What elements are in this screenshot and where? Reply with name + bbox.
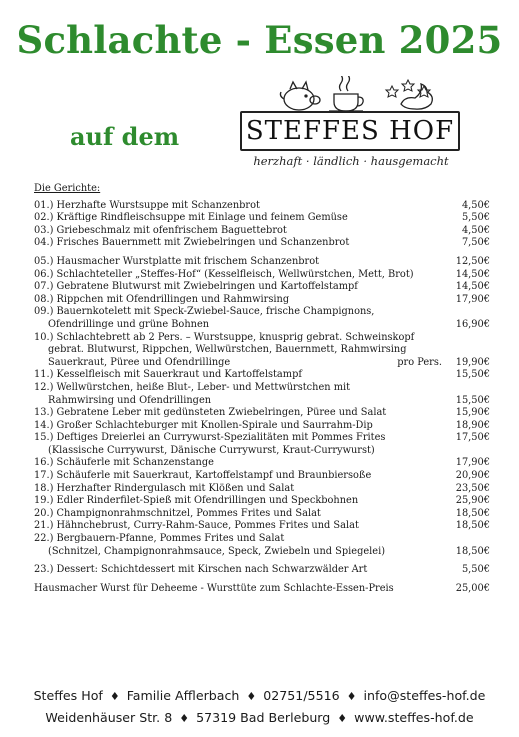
menu-item-text: 12.) Wellwürstchen, heiße Blut-, Leber- und Mettwürstchen mit [34, 381, 351, 393]
menu-item-text: 07.) Gebratene Blutwurst mit Zwiebelringen und Kartoffelstampf [34, 281, 358, 293]
menu-item-price: 12,50€ [455, 255, 490, 267]
menu-item-price: 17,50€ [455, 432, 490, 444]
menu-item-row [34, 533, 490, 546]
menu-item-text: 23.) Dessert: Schichtdessert mit Kirschen nach Schwarzwälder Art [34, 564, 368, 576]
menu-item-text: 08.) Rippchen mit Ofendrillingen und Rahmwirsing [34, 293, 290, 305]
logo-wordmark: STEFFES HOF [240, 111, 460, 151]
menu-item-row [34, 457, 490, 470]
menu-item-row [34, 583, 490, 596]
menu-item-price: 18,50€ [455, 545, 490, 557]
diamond-separator-icon: ♦ [246, 690, 257, 703]
menu-item-text: Rahmwirsing und Ofendrillingen [48, 394, 212, 406]
menu-item-text: 04.) Frisches Bauernmett mit Zwiebelringen und Schanzenbrot [34, 237, 350, 249]
menu-item-row [34, 281, 490, 294]
menu-item-price: 19,90€ [455, 356, 490, 368]
menu-item-price: 16,90€ [455, 318, 490, 330]
menu-item-row [34, 237, 490, 250]
menu-item-price: 23,50€ [455, 482, 490, 494]
footer-text: info@steffes-hof.de [363, 688, 486, 703]
menu-item-price: 15,90€ [455, 407, 490, 419]
menu-item-row [34, 306, 490, 319]
menu-item-price: 5,50€ [461, 564, 490, 576]
menu-item-text: 13.) Gebratene Leber mit gedünsteten Zwiebelringen, Püree und Salat [34, 407, 387, 419]
footer-text: Weidenhäuser Str. 8 [45, 710, 173, 725]
menu-item-text: 17.) Schäuferle mit Sauerkraut, Kartoffelstampf und Braunbiersoße [34, 470, 372, 482]
menu-item-row [34, 407, 490, 420]
menu-item-row [34, 225, 490, 238]
menu-item-row [34, 483, 490, 496]
menu-item-text: Ofendrillinge und grüne Bohnen [48, 318, 210, 330]
menu-item-price: 18,50€ [455, 507, 490, 519]
footer-text: 02751/5516 [263, 688, 340, 703]
menu-item-text: Sauerkraut, Püree und Ofendrillinge [48, 356, 231, 368]
menu-item-text: gebrat. Blutwurst, Rippchen, Wellwürstchen, Bauernmett, Rahmwirsing [48, 344, 407, 356]
menu-item-row [34, 256, 490, 269]
menu-item-text: Hausmacher Wurst für Deheeme - Wursttüte zum Schlachte-Essen-Preis [34, 582, 394, 594]
diamond-separator-icon: ♦ [337, 712, 348, 725]
logo-illustration-icon [236, 76, 466, 116]
menu-item-price: 18,50€ [455, 520, 490, 532]
menu-item-row [34, 357, 490, 370]
menu-item-row [34, 369, 490, 382]
menu-item-price: 20,90€ [455, 470, 490, 482]
menu-item-text: 16.) Schäuferle mit Schanzenstange [34, 457, 214, 469]
menu-item-price: 25,90€ [455, 495, 490, 507]
menu-item-row [34, 332, 490, 345]
steffes-hof-logo [236, 76, 466, 172]
diamond-separator-icon: ♦ [346, 690, 357, 703]
menu-item-price: 14,50€ [455, 281, 490, 293]
footer-text: 57319 Bad Berleburg [196, 710, 331, 725]
menu-item-text: (Klassische Currywurst, Dänische Currywurst, Kraut-Currywurst) [48, 444, 375, 456]
menu-item-text: 10.) Schlachtebrett ab 2 Pers. – Wurstsuppe, knusprig gebrat. Schweinskopf [34, 331, 415, 343]
menu-item-price: 17,90€ [455, 457, 490, 469]
footer-address-line [0, 710, 519, 725]
menu-item-row [34, 319, 490, 332]
menu-item-text: 21.) Hähnchebrust, Curry-Rahm-Sauce, Pommes Frites und Salat [34, 520, 359, 532]
menu-item-price: 4,50€ [461, 224, 490, 236]
menu-item-row [34, 432, 490, 445]
menu-item-row [34, 382, 490, 395]
menu-item-price: 14,50€ [455, 268, 490, 280]
menu-item-row [34, 445, 490, 458]
menu-item-price: 15,50€ [455, 394, 490, 406]
menu-item-text: 05.) Hausmacher Wurstplatte mit frischem Schanzenbrot [34, 255, 320, 267]
menu-item-row [34, 564, 490, 577]
menu-list [34, 183, 490, 595]
page-title: Schlachte - Essen 2025 [16, 18, 503, 62]
menu-item-row [34, 212, 490, 225]
footer-text: Steffes Hof [33, 688, 103, 703]
menu-item-text: (Schnitzel, Champignonrahmsauce, Speck, Zwiebeln und Spiegelei) [48, 545, 386, 557]
menu-item-price: 15,50€ [455, 369, 490, 381]
menu-item-text: 06.) Schlachteteller „Steffes-Hof“ (Kesselfleisch, Wellwürstchen, Mett, Brot) [34, 268, 414, 280]
menu-item-text: 09.) Bauernkotelett mit Speck-Zwiebel-Sauce, frische Champignons, [34, 306, 375, 318]
menu-item-price: 4,50€ [461, 199, 490, 211]
menu-item-price: 17,90€ [455, 293, 490, 305]
menu-item-price: 7,50€ [461, 237, 490, 249]
menu-item-row [34, 294, 490, 307]
menu-item-row [34, 508, 490, 521]
diamond-separator-icon: ♦ [179, 712, 190, 725]
menu-item-row [34, 395, 490, 408]
menu-item-price: 25,00€ [455, 582, 490, 594]
subtitle: auf dem [70, 122, 180, 151]
menu-item-text: 19.) Edler Rinderfilet-Spieß mit Ofendrillingen und Speckbohnen [34, 495, 359, 507]
menu-item-text: 15.) Deftiges Dreierlei an Currywurst-Spezialitäten mit Pommes Frites [34, 432, 386, 444]
menu-item-text: 18.) Herzhafter Rindergulasch mit Klößen und Salat [34, 482, 295, 494]
menu-item-price: 18,90€ [455, 419, 490, 431]
menu-item-row [34, 420, 490, 433]
menu-item-text: 20.) Champignonrahmschnitzel, Pommes Frites und Salat [34, 507, 321, 519]
menu-item-row [34, 344, 490, 357]
logo-tagline: herzhaft · ländlich · hausgemacht [253, 154, 449, 168]
menu-item-row [34, 200, 490, 213]
menu-heading: Die Gerichte: [34, 183, 101, 194]
menu-item-text: 01.) Herzhafte Wurstsuppe mit Schanzenbrot [34, 199, 260, 211]
menu-item-row [34, 495, 490, 508]
menu-item-row [34, 520, 490, 533]
footer-text: www.steffes-hof.de [354, 710, 474, 725]
diamond-separator-icon: ♦ [109, 690, 120, 703]
price-note: pro Pers. [397, 356, 442, 368]
menu-item-price: 5,50€ [461, 212, 490, 224]
menu-item-text: 14.) Großer Schlachteburger mit Knollen-Spirale und Saurrahm-Dip [34, 419, 373, 431]
menu-item-row [34, 470, 490, 483]
menu-item-row [34, 269, 490, 282]
menu-item-row [34, 546, 490, 559]
menu-item-text: 22.) Bergbauern-Pfanne, Pommes Frites und Salat [34, 533, 285, 545]
menu-item-text: 11.) Kesselfleisch mit Sauerkraut und Kartoffelstampf [34, 369, 302, 381]
footer-text: Familie Afflerbach [126, 688, 240, 703]
footer-contact-line [0, 688, 519, 703]
menu-item-text: 02.) Kräftige Rindfleischsuppe mit Einlage und feinem Gemüse [34, 212, 348, 224]
menu-item-text: 03.) Griebeschmalz mit ofenfrischem Baguettebrot [34, 224, 287, 236]
